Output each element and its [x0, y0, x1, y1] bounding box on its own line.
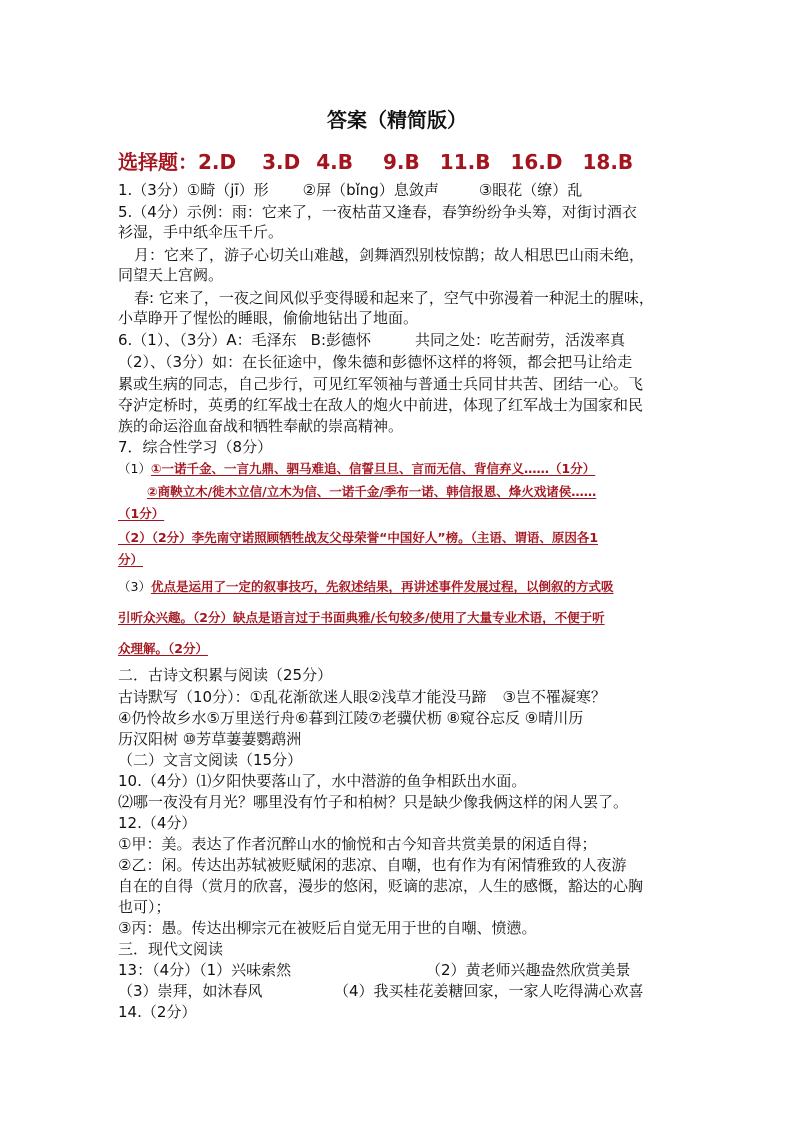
q12-heading: 12.（4分）	[118, 814, 197, 832]
q10-line: 10.（4分）⑴夕阳快要落山了，水中潜游的鱼争相跃出水面。	[118, 772, 527, 790]
q13-line: （2）黄老师兴趣盎然欣赏美景	[426, 961, 631, 979]
q13-line: （3）崇拜，如沐春风	[118, 982, 263, 1000]
q5-line: 春: 它来了，一夜之间风似乎变得暖和起来了，空气中弥漫着一种泥土的腥味，	[134, 289, 654, 307]
q12-line: 自在的自得（赏月的欣喜，漫步的悠闲，贬谪的悲凉，人生的感慨，豁达的心胸	[118, 877, 644, 895]
section-heading: 三．现代文阅读	[118, 940, 224, 958]
q7-part2-line: （2）（2分）李先南守诺照顾牺牲战友父母荣誉“中国好人”榜。（主语、谓语、原因各1	[118, 530, 599, 545]
mc-answer: 9.B	[383, 150, 420, 174]
page-title: 答案（精简版）	[327, 108, 467, 132]
q14-heading: 14.（2分）	[118, 1003, 197, 1021]
q7-heading: 7．综合性学习（8分）	[118, 438, 273, 456]
mc-answer: 4.B	[316, 150, 354, 174]
q5-line: 5.（4分）示例：雨：它来了，一夜枯苗又逢春，春笋纷纷争头筹，对街讨酒衣	[118, 203, 637, 221]
section-heading: 二．古诗文积累与阅读（25分）	[118, 666, 333, 684]
q13-line: 13：（4分）（1）兴味索然	[118, 961, 292, 979]
q6-line: 夺泸定桥时，英勇的红军战士在敌人的炮火中前进，体现了红军战士为国家和民	[118, 396, 644, 414]
mc-answer: 18.B	[582, 150, 634, 174]
q7-part1-line: ②商鞅立木/徙木立信/立木为信、一诺千金/季布一诺、韩信报恩、烽火戏诸侯……	[147, 484, 597, 499]
q7-part3-line: （3）优点是运用了一定的叙事技巧，先叙述结果，再讲述事件发展过程，以倒叙的方式吸	[118, 579, 614, 594]
q5-line: 小草睁开了惺忪的睡眼，偷偷地钻出了地面。	[118, 309, 419, 327]
q6-line: 族的命运浴血奋战和牺牲奉献的崇高精神。	[118, 417, 404, 435]
q12-line: 也可）；	[118, 898, 171, 916]
q6-line: （2）、（3分）如：在长征途中，像朱德和彭德怀这样的将领，都会把马让给走	[118, 353, 633, 371]
q1-answer: 1.（3分）①畸（jī）形 ②屏（bǐng）息敛声 ③眼花（缭）乱	[118, 181, 583, 199]
subsection-heading: （二）文言文阅读（15分）	[118, 751, 303, 769]
q7-part2-line: 分）	[118, 552, 144, 567]
poem-recitation-line: 历汉阳树 ⑩芳草萋萋鹦鹉洲	[118, 730, 302, 748]
mc-answer: 11.B	[439, 150, 491, 174]
q5-line: 同望天上宫阙。	[118, 266, 224, 284]
mc-answer: 3.D	[262, 150, 301, 174]
q10-line: ⑵哪一夜没有月光？哪里没有竹子和柏树？只是缺少像我俩这样的闲人罢了。	[118, 793, 629, 811]
mc-label: 选择题：	[118, 150, 198, 174]
q7-part3-line: 众理解。（2分）	[118, 641, 208, 656]
q7-part1-line: （1）①一诺千金、一言九鼎、驷马难追、信誓旦旦、言而无信、背信弃义……（1分）	[118, 461, 596, 476]
multiple-choice-answers	[118, 146, 633, 175]
poem-recitation-line: ④仍怜故乡水⑤万里送行舟⑥暮到江陵⑦老骥伏枥 ⑧窥谷忘反 ⑨晴川历	[118, 709, 584, 727]
q5-line: 月：它来了，游子心切关山难越，剑舞酒烈别枝惊鹊；故人相思巴山雨未绝，	[134, 246, 645, 264]
mc-answer: 16.D	[510, 150, 563, 174]
q12-line: ③丙：愚。传达出柳宗元在被贬后自觉无用于世的自嘲、愤懑。	[118, 919, 537, 937]
q12-line: ②乙：闲。传达出苏轼被贬赋闲的悲凉、自嘲，也有作为有闲情雅致的人夜游	[118, 856, 627, 874]
q12-line: ①甲：美。表达了作者沉醉山水的愉悦和古今知音共赏美景的闲适自得；	[118, 835, 597, 853]
q5-line: 衫湿，手中纸伞压千斤。	[118, 223, 284, 241]
mc-answer: 2.D	[198, 150, 237, 174]
poem-recitation-line: 古诗默写（10分）：①乱花渐欲迷人眼②浅草才能没马蹄 ③岂不罹凝寒？	[118, 688, 606, 706]
q7-part3-line: 引听众兴趣。（2分）缺点是语言过于书面典雅/长句较多/使用了大量专业术语，不便于听	[118, 610, 605, 625]
q6-line: 6.（1）、（3分）A：毛泽东 B:彭德怀 共同之处：吃苦耐劳，活泼率真	[118, 331, 626, 349]
q7-part1-line: （1分）	[118, 506, 165, 521]
q13-line: （4）我买桂花姜糖回家，一家人吃得满心欢喜	[334, 982, 644, 1000]
q6-line: 累或生病的同志，自己步行，可见红军领袖与普通士兵同甘共苦、团结一心。飞	[118, 375, 644, 393]
